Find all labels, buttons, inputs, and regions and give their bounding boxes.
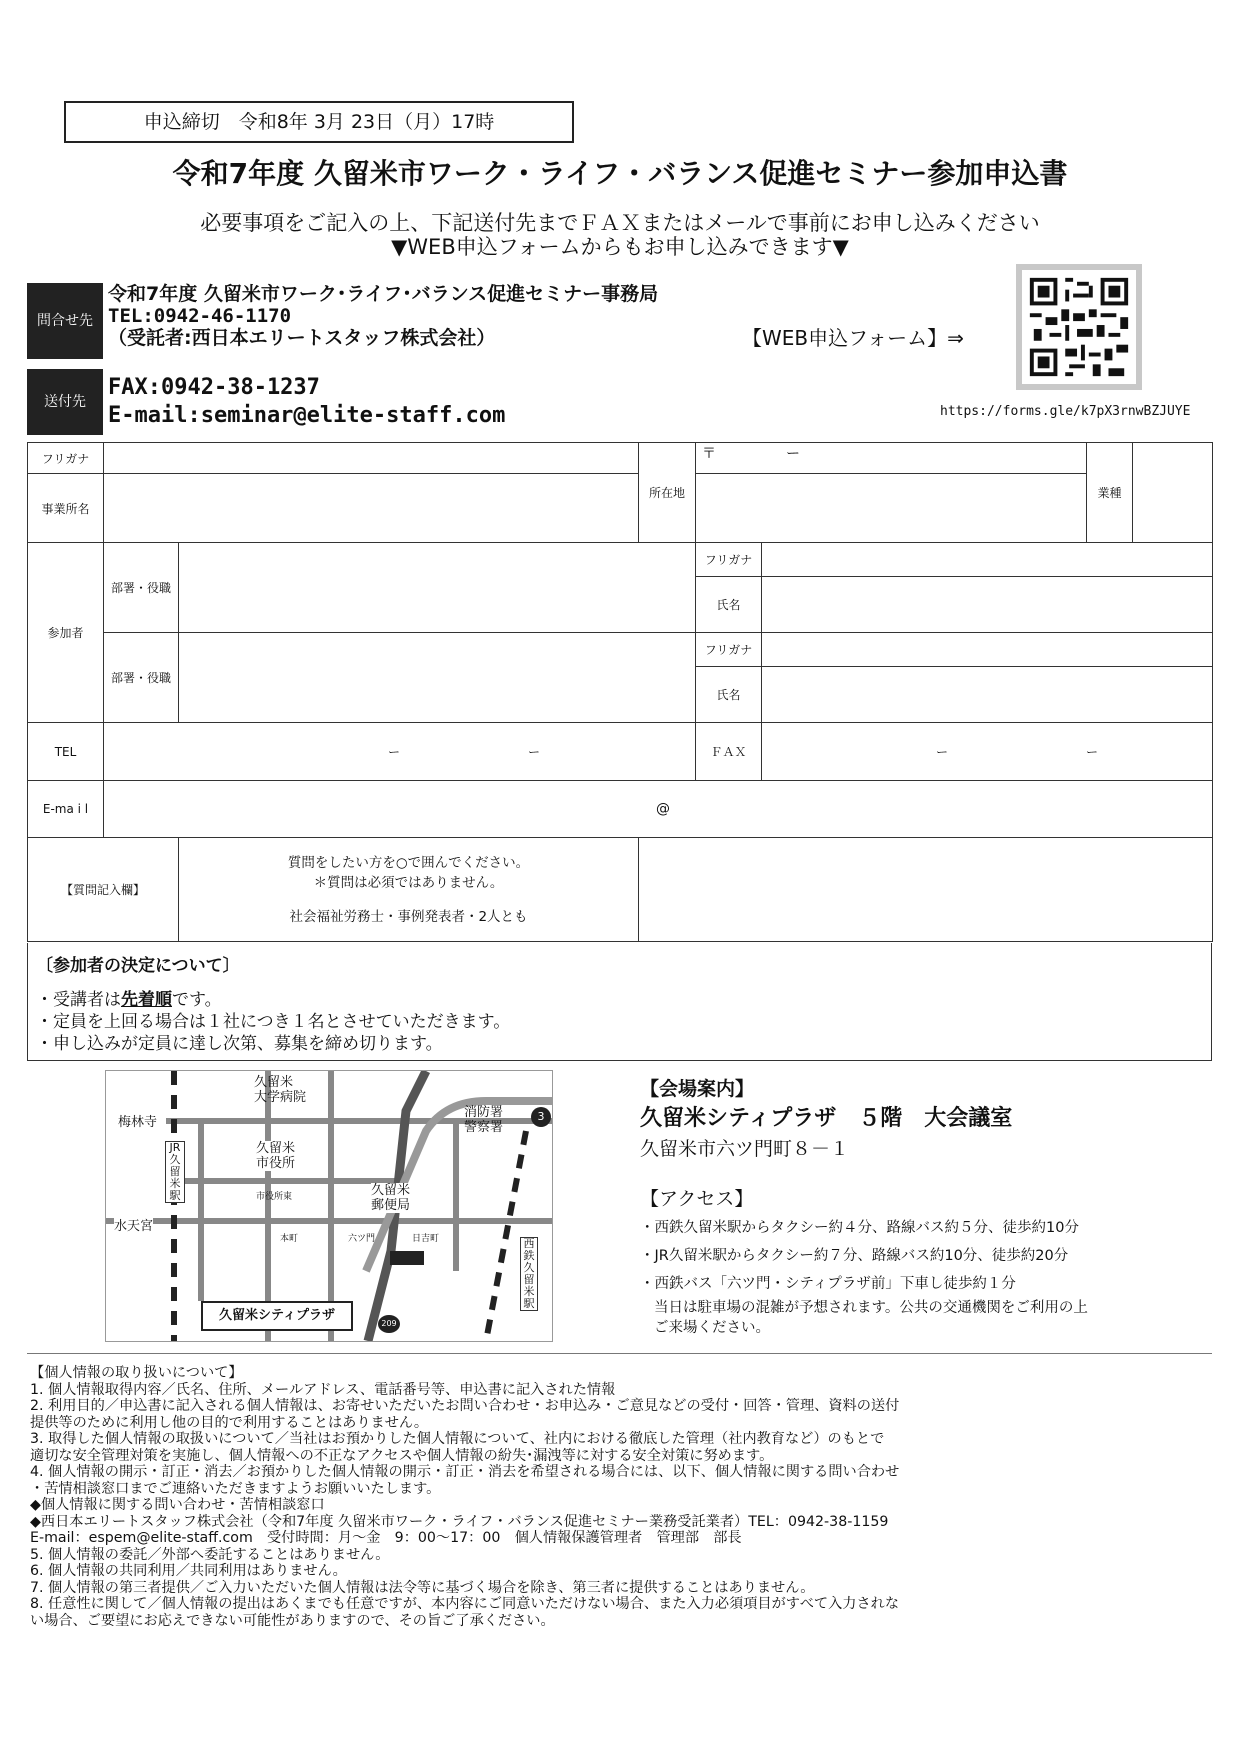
map-label-fire-police: 消防署 警察署 [464,1105,504,1135]
address-field[interactable] [696,474,1087,543]
venue-map [105,1070,553,1342]
question-note: 質問をしたい方を○で囲んでください。 [287,854,530,871]
venue-info [640,1074,1088,1338]
privacy-line: 2. 利用目的／申込書に記入される個人情報は、お寄せいただいたお問い合わせ・お申込み・ご意見などの受付・回答・管理、資料の送付 [30,1398,900,1414]
send-fax: FAX:0942-38-1237 [108,375,320,400]
map-label-honmachi: 本町 [280,1234,299,1244]
participant2-dept-field[interactable] [179,633,696,723]
dept-label: 部署・役職 [104,543,179,633]
question-instructions [179,838,639,942]
dept-label: 部署・役職 [104,633,179,723]
decision-line-2: ・定員を上回る場合は１社につき１名とさせていただきます。 [36,1012,511,1032]
question-choices[interactable]: 社会福祉労務士・事例発表者・2人とも [289,908,528,925]
qr-code[interactable] [1016,264,1142,390]
question-label: 【質問記入欄】 [28,838,179,942]
question-field[interactable] [639,838,1213,942]
office-name-label: 事業所名 [28,474,104,543]
address-label: 所在地 [639,443,696,543]
tel-dash: ー [387,745,400,759]
fax-field[interactable] [762,723,1213,781]
email-at-sign: @ [656,801,670,817]
first-come-emphasis: 先着順 [121,990,172,1010]
decision-line-1: ・受講者は先着順です。 [36,990,222,1010]
tel-dash: ー [527,745,540,759]
company-furigana-field[interactable] [104,443,639,474]
application-form [27,442,1213,942]
participant2-name-label: 氏名 [696,667,762,723]
map-label-suitengu: 水天宮 [114,1215,153,1234]
map-label-post-office: 久留米 郵便局 [371,1183,411,1213]
page-title: 令和7年度 久留米市ワーク・ライフ・バランス促進セミナー参加申込書 [172,157,1068,190]
privacy-line: ◆個人情報に関する問い合わせ・苦情相談窓口 [30,1497,325,1513]
participant1-dept-field[interactable] [179,543,696,633]
fax-label: ＦＡＸ [696,723,762,781]
email-field[interactable] [104,781,1213,838]
office-name-field[interactable] [104,474,639,543]
inquiry-tel: TEL:0942-46-1170 [108,305,292,327]
privacy-line: E-mail：espem@elite-staff.com 受付時間：月～金 9：00～17：00 個人情報保護管理者 管理部 部長 [30,1530,742,1546]
access-line-2: ・JR久留米駅からタクシー約７分、路線バス約10分、徒歩約20分 [640,1248,1069,1264]
tel-label: TEL [28,723,104,781]
office-name: 令和7年度 久留米市ワーク･ライフ･バランス促進セミナー事務局 [108,283,659,305]
web-form-label: 【WEB申込フォーム】⇒ [742,326,964,350]
privacy-line: 適切な安全管理対策を実施し、個人情報への不正なアクセスや個人情報の紛失･漏洩等に対する安全対策に努めます。 [30,1447,774,1464]
map-label-bairinji: 梅林寺 [118,1111,157,1130]
map-label-jr-station: JR久留米駅 [165,1141,185,1203]
postal-code-field[interactable]: 〒 ー [696,443,1087,474]
venue-heading: 【会場案内】 [640,1078,755,1100]
venue-address: 久留米市六ツ門町８－１ [640,1138,850,1160]
participant2-furigana-field[interactable] [762,633,1213,667]
email-label: E-ma i l [28,781,104,838]
participant-decision [27,943,1212,1061]
send-email[interactable]: E-mail:seminar@elite-staff.com [108,403,506,428]
map-label-hiyoshi: 日吉町 [412,1234,440,1244]
participant1-furigana-label: フリガナ [696,543,762,577]
decision-line-3: ・申し込みが定員に達し次第、募集を締め切ります。 [36,1034,443,1054]
privacy-line: ◆西日本エリートスタッフ株式会社（令和7年度 久留米市ワーク・ライフ・バランス促進セミナー業務受託業者）TEL：0942-38-1159 [30,1513,889,1530]
furigana-label: フリガナ [28,443,104,474]
fax-dash: ー [935,745,948,759]
privacy-line: 1. 個人情報取得内容／氏名、住所、メールアドレス、電話番号等、申込書に記入された情報 [30,1381,616,1398]
participant1-furigana-field[interactable] [762,543,1213,577]
decision-heading: 〔参加者の決定について〕 [36,956,240,976]
parking-note-2: ご来場ください。 [654,1320,770,1336]
privacy-line: 4. 個人情報の開示・訂正・消去／お預かりした個人情報の開示・訂正・消去を希望される場合には、以下、個人情報に関する問い合わせ [30,1464,900,1480]
map-label-city-plaza: 久留米シティプラザ [201,1301,353,1331]
participant1-name-field[interactable] [762,577,1213,633]
map-label-cityhall-east: 市役所東 [256,1192,293,1202]
industry-field[interactable] [1133,443,1213,543]
parking-note-1: 当日は駐車場の混雑が予想されます。公共の交通機関をご利用の上 [654,1300,1088,1316]
privacy-line: 5. 個人情報の委託／外部へ委託することはありません。 [30,1546,390,1563]
privacy-line: 8. 任意性に関して／個人情報の提出はあくまでも任意ですが、本内容にご同意いただけない場合、また入力必須項目がすべて入力されな [30,1596,900,1612]
qr-code-icon [1022,270,1136,384]
fax-dash: ー [1085,745,1098,759]
send-contact [108,374,505,430]
question-note-optional: ＊質問は必須ではありません。 [313,874,504,891]
access-line-1: ・西鉄久留米駅からタクシー約４分、路線バス約５分、徒歩約10分 [640,1220,1079,1236]
access-heading: 【アクセス】 [640,1188,754,1210]
privacy-line: ・苦情相談窓口までご連絡いただきますようお願いいたします。 [30,1480,441,1497]
deadline-box: 申込締切 令和8年 3月 23日（月）17時 [64,101,574,143]
contractor-name: （受託者:西日本エリートスタッフ株式会社） [108,327,496,349]
venue-name: 久留米シティプラザ ５階 大会議室 [640,1106,1013,1131]
map-label-nishitetsu-station: 西鉄久留米駅 [520,1237,538,1311]
participant-label: 参加者 [28,543,104,723]
map-label-cityhall: 久留米 市役所 [256,1141,296,1171]
privacy-heading: 【個人情報の取り扱いについて】 [30,1365,243,1381]
privacy-line: い場合、ご要望にお応えできない可能性がありますので、その旨ご了承ください。 [30,1612,555,1629]
tel-field[interactable] [104,723,696,781]
instruction-text: 必要事項をご記入の上、下記送付先までＦＡＸまたはメールで事前にお申し込みください [200,211,1040,235]
privacy-line: 提供等のために利用し他の目的で利用することはありません。 [30,1414,429,1431]
industry-label: 業種 [1087,443,1133,543]
inquiry-contact [108,283,658,349]
privacy-line: 7. 個人情報の第三者提供／ご入力いただいた個人情報は法令等に基づく場合を除き、第三者に提供することはありません。 [30,1579,815,1596]
inquiry-label: 問合せ先 [27,283,103,359]
send-label: 送付先 [27,369,103,435]
participant2-name-field[interactable] [762,667,1213,723]
privacy-line: 3. 取得した個人情報の取扱いについて／当社はお預かりした個人情報について、社内における徹底した管理（社内教育など）のもとで [30,1431,885,1447]
section-divider [27,1353,1212,1354]
map-label-mutsumon: 六ツ門 [348,1234,376,1244]
access-line-3: ・西鉄バス「六ツ門・シティプラザ前」下車し徒歩約１分 [640,1276,1016,1292]
map-route-3-icon: 3 [531,1107,551,1127]
map-route-209-icon: 209 [378,1315,400,1333]
participant1-name-label: 氏名 [696,577,762,633]
web-form-instruction: ▼WEB申込フォームからもお申し込みできます▼ [391,235,849,259]
map-label-hospital: 久留米 大学病院 [254,1075,307,1105]
privacy-line: 6. 個人情報の共同利用／共同利用はありません。 [30,1563,347,1579]
web-form-url[interactable]: https://forms.gle/k7pX3rnwBZJUYE [940,404,1191,419]
participant2-furigana-label: フリガナ [696,633,762,667]
privacy-policy [30,1365,1215,1629]
